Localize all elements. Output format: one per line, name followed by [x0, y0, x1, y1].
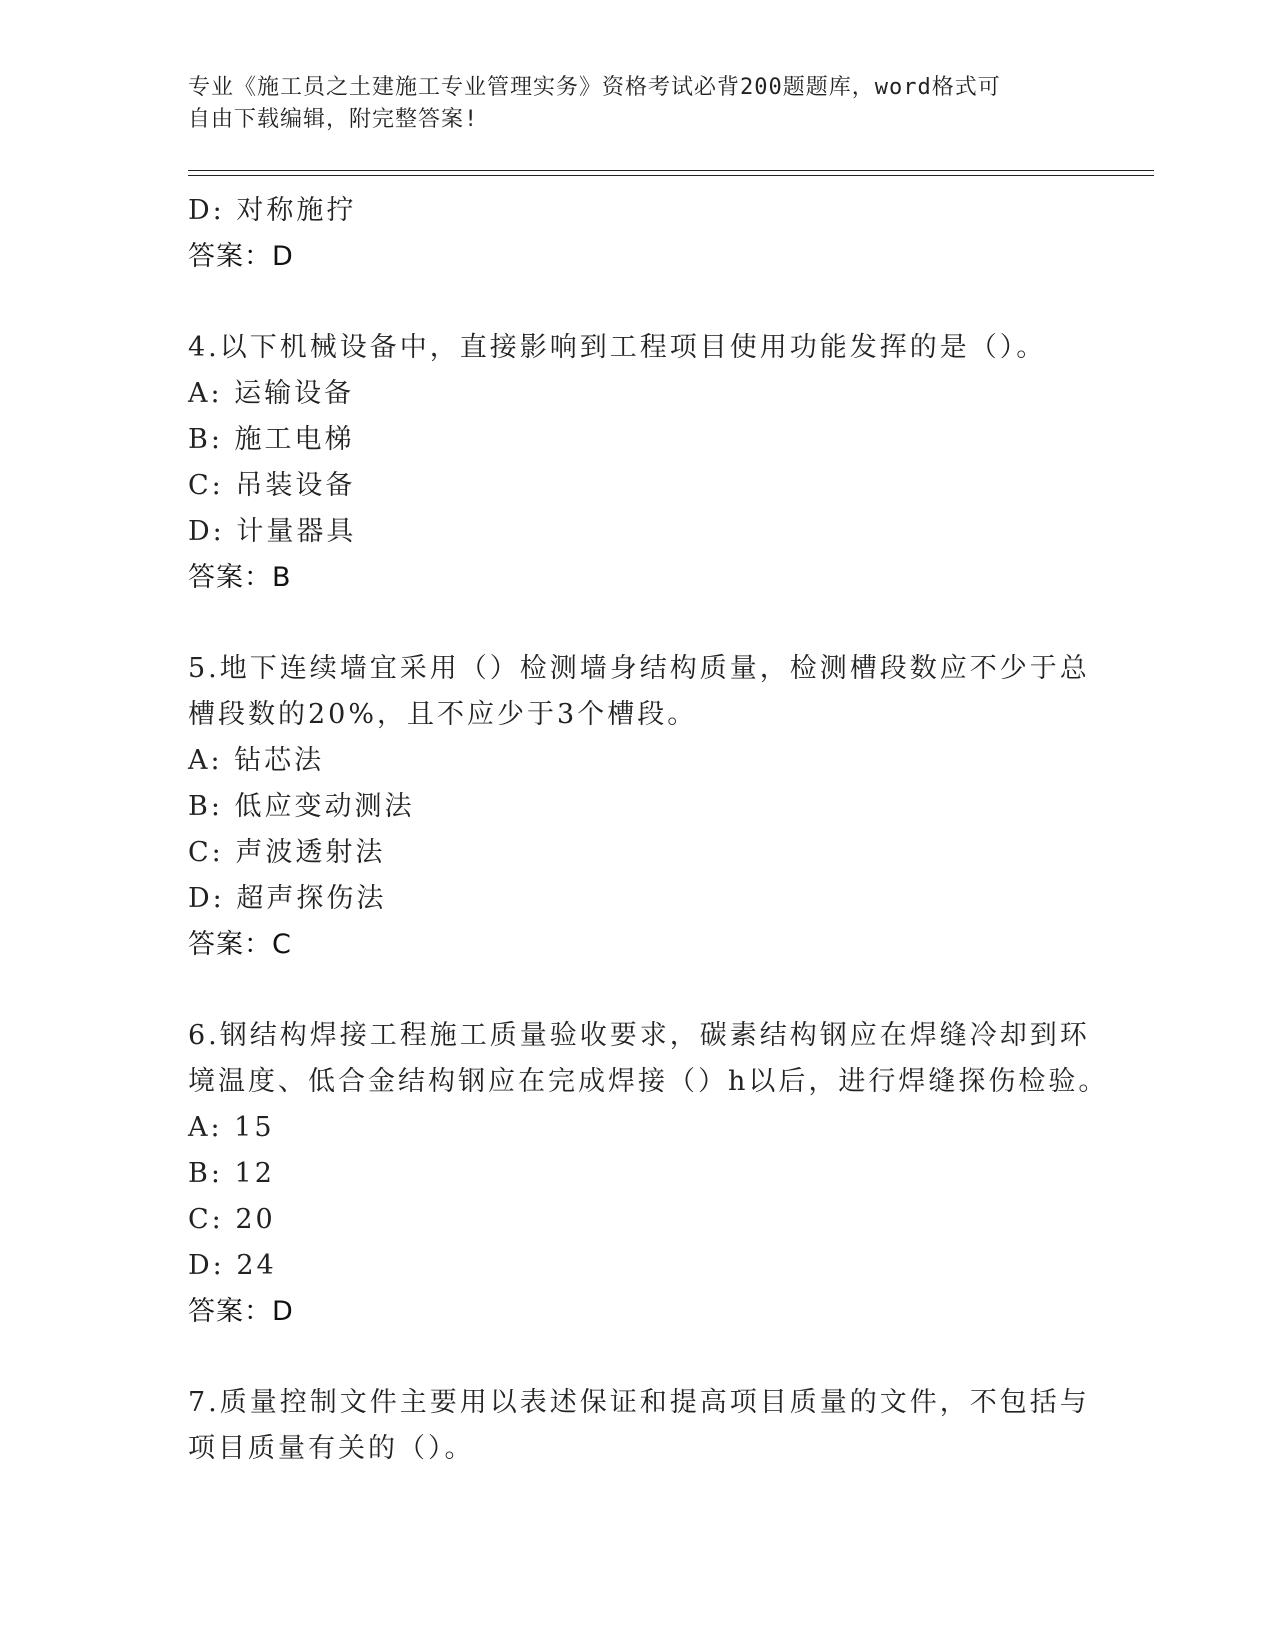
- question-text-line: 4.以下机械设备中，直接影响到工程项目使用功能发挥的是（）。: [188, 332, 1047, 363]
- header-line-1: 专业《施工员之土建施工专业管理实务》资格考试必背200题题库，word格式可: [188, 75, 1001, 100]
- document-header: [188, 72, 1068, 136]
- question-text-line: 槽段数的20%，且不应少于3个槽段。: [188, 699, 698, 730]
- option-c: C: 声波透射法: [188, 837, 386, 868]
- question-list: [188, 188, 1109, 1472]
- answer-line: 答案：B: [188, 562, 292, 593]
- question-block: [188, 1380, 1090, 1472]
- answer-line: 答案：D: [188, 1296, 294, 1327]
- answer-line: 答案：C: [188, 929, 292, 960]
- option-b: B: 低应变动测法: [188, 791, 415, 822]
- option-a: A: 15: [188, 1112, 275, 1143]
- option-a: A: 运输设备: [188, 378, 355, 409]
- question-text-line: 境温度、低合金结构钢应在完成焊接（）h以后，进行焊缝探伤检验。: [188, 1066, 1109, 1097]
- option-d: D: 24: [188, 1250, 277, 1281]
- option-a: A: 钻芯法: [188, 745, 325, 776]
- header-rule-top: [188, 170, 1154, 171]
- question-block: [188, 646, 1090, 968]
- option-d: D: 计量器具: [188, 516, 357, 547]
- option-c: C: 20: [188, 1204, 276, 1235]
- option-b: B: 12: [188, 1158, 275, 1189]
- option-b: B: 施工电梯: [188, 424, 355, 455]
- answer-line: 答案：D: [188, 241, 294, 272]
- header-line-2: 自由下载编辑，附完整答案!: [188, 107, 479, 132]
- header-rule-bottom: [188, 175, 1154, 176]
- question-block: [188, 325, 1078, 601]
- option-c: C: 吊装设备: [188, 470, 356, 501]
- option-d: D: 对称施拧: [188, 195, 357, 226]
- question-text-line: 5.地下连续墙宜采用（）检测墙身结构质量，检测槽段数应不少于总: [188, 653, 1090, 684]
- question-block: [188, 188, 1078, 280]
- option-d: D: 超声探伤法: [188, 883, 387, 914]
- question-text-line: 7.质量控制文件主要用以表述保证和提高项目质量的文件，不包括与: [188, 1387, 1090, 1418]
- question-text-line: 项目质量有关的（）。: [188, 1433, 475, 1464]
- question-text-line: 6.钢结构焊接工程施工质量验收要求，碳素结构钢应在焊缝冷却到环: [188, 1020, 1090, 1051]
- question-block: [188, 1013, 1109, 1335]
